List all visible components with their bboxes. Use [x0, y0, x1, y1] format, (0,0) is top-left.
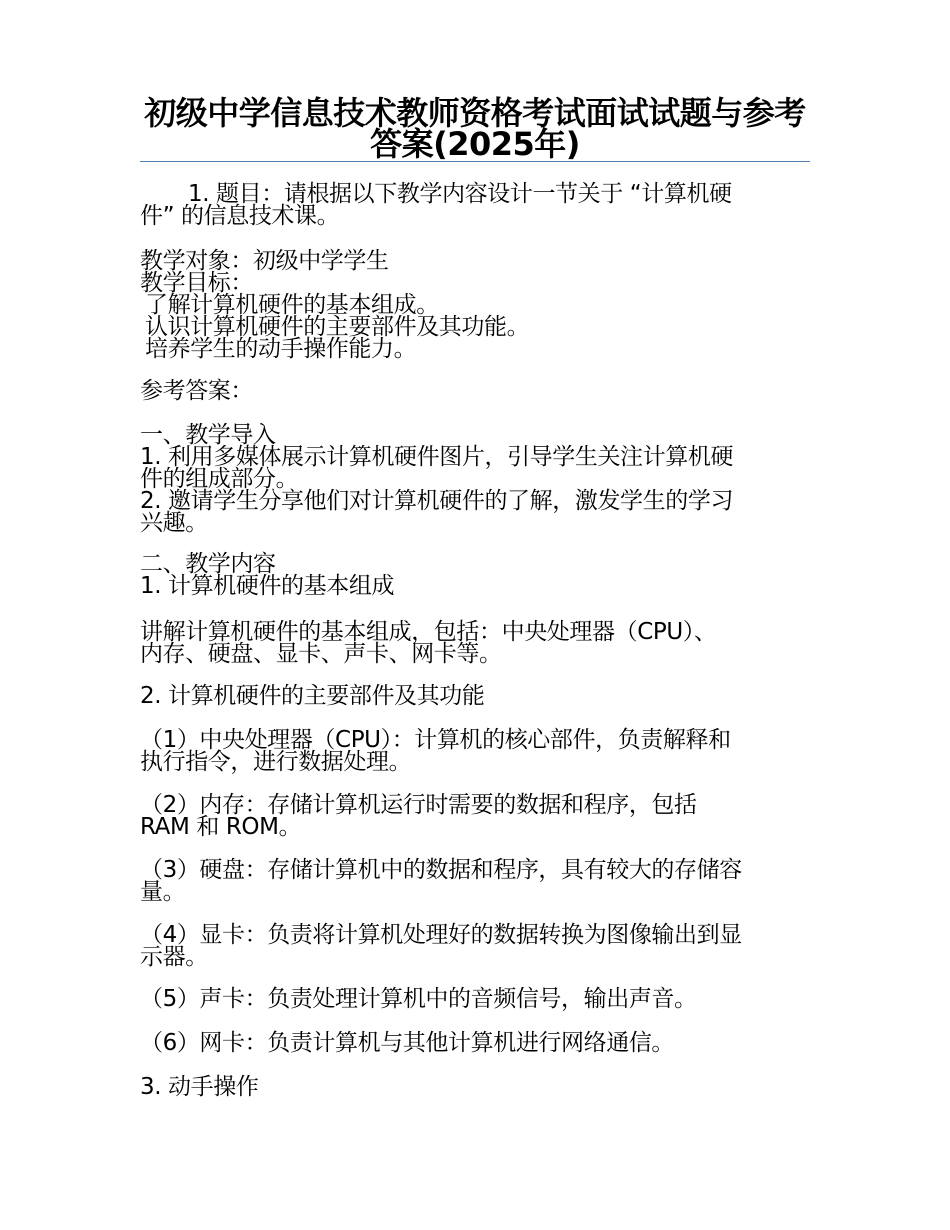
- section-2-heading: 二、教学内容: [140, 551, 276, 577]
- section-1-item-1-line-2: 件的组成部分。: [140, 466, 299, 492]
- section-1-heading: 一、教学导入: [140, 422, 276, 448]
- goal-item-2: 认识计算机硬件的主要部件及其功能。: [145, 314, 530, 340]
- goal-item-1: 了解计算机硬件的基本组成。: [145, 292, 439, 318]
- document-title: 初级中学信息技术教师资格考试面试试题与参考答案(2025年): [144, 94, 806, 163]
- section-2-item-1-desc-line-2: 内存、硬盘、显卡、声卡、网卡等。: [140, 641, 502, 667]
- section-2-item-3: 3. 动手操作: [140, 1074, 259, 1100]
- part-2-line-2: RAM 和 ROM。: [140, 814, 302, 840]
- question-line-2: 件” 的信息技术课。: [140, 203, 340, 229]
- part-4-line-1: （4）显卡：负责将计算机处理好的数据转换为图像输出到显: [140, 922, 742, 948]
- section-1-item-1-line-1: 1. 利用多媒体展示计算机硬件图片，引导学生关注计算机硬: [140, 444, 734, 470]
- section-1-item-2-line-1: 2. 邀请学生分享他们对计算机硬件的了解，激发学生的学习: [140, 488, 734, 514]
- part-1-line-1: （1）中央处理器（CPU）：计算机的核心部件，负责解释和: [140, 727, 731, 753]
- title-underline: [140, 161, 810, 162]
- part-1-line-2: 执行指令，进行数据处理。: [140, 749, 412, 775]
- part-2-line-1: （2）内存：存储计算机运行时需要的数据和程序，包括: [140, 792, 697, 818]
- part-3-line-1: （3）硬盘：存储计算机中的数据和程序，具有较大的存储容: [140, 857, 742, 883]
- part-6: （6）网卡：负责计算机与其他计算机进行网络通信。: [140, 1030, 675, 1056]
- question-line-1: 1. 题目：请根据以下教学内容设计一节关于 “计算机硬: [188, 181, 732, 207]
- teaching-target: 教学对象：初级中学学生: [140, 248, 389, 274]
- section-2-item-1-desc-line-1: 讲解计算机硬件的基本组成，包括：中央处理器（CPU）、: [140, 619, 717, 645]
- part-4-line-2: 示器。: [140, 944, 208, 970]
- goals-heading: 教学目标：: [140, 270, 254, 296]
- goal-item-3: 培养学生的动手操作能力。: [145, 336, 417, 362]
- part-3-line-2: 量。: [140, 879, 186, 905]
- part-5: （5）声卡：负责处理计算机中的音频信号，输出声音。: [140, 986, 697, 1012]
- answer-heading: 参考答案：: [140, 378, 254, 404]
- section-2-item-2: 2. 计算机硬件的主要部件及其功能: [140, 683, 485, 709]
- section-1-item-2-line-2: 兴趣。: [140, 510, 208, 536]
- section-2-item-1: 1. 计算机硬件的基本组成: [140, 573, 395, 599]
